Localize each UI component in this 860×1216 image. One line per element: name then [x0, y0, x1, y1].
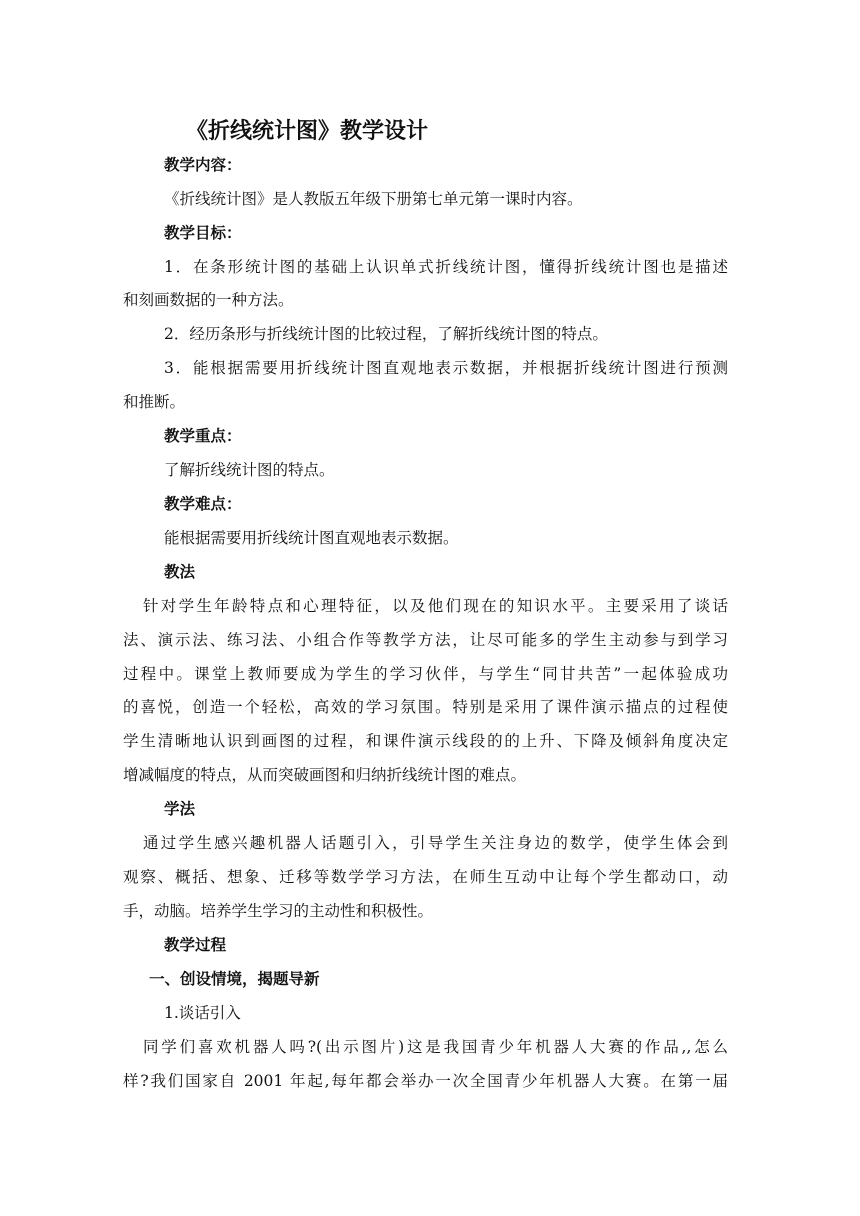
paragraph-line: 观察、概括、想象、迁移等数学学习方法，在师生互动中让每个学生都动口，动: [123, 868, 728, 886]
paragraph-line: 通过学生感兴趣机器人话题引入，引导学生关注身边的数学，使学生体会到: [143, 834, 728, 852]
subheading-intro: 1.谈话引入: [164, 1004, 241, 1022]
paragraph-line: 《折线统计图》是人教版五年级下册第七单元第一课时内容。: [164, 190, 583, 208]
paragraph-line: 样?我们国家自 2001 年起,每年都会举办一次全国青少年机器人大赛。在第一届: [123, 1072, 728, 1090]
paragraph-line: 过程中。课堂上教师要成为学生的学习伙伴，与学生“同甘共苦”一起体验成功: [123, 665, 728, 683]
paragraph-line: 2．经历条形与折线统计图的比较过程，了解折线统计图的特点。: [164, 325, 608, 343]
paragraph-line: 1．在条形统计图的基础上认识单式折线统计图，懂得折线统计图也是描述: [164, 258, 728, 276]
heading-teaching-goals: 教学目标：: [164, 224, 242, 242]
paragraph-line: 学生清晰地认识到画图的过程，和课件演示线段的的上升、下降及倾斜角度决定: [123, 732, 728, 750]
paragraph-line: 能根据需要用折线统计图直观地表示数据。: [164, 529, 459, 547]
paragraph-line: 针对学生年龄特点和心理特征，以及他们现在的知识水平。主要采用了谈话: [143, 597, 728, 615]
paragraph-line: 和刻画数据的一种方法。: [123, 291, 294, 309]
heading-teaching-method: 教法: [164, 563, 196, 581]
paragraph-line: 增减幅度的特点，从而突破画图和归纳折线统计图的难点。: [123, 766, 527, 784]
paragraph-line: 了解折线统计图的特点。: [164, 461, 335, 479]
heading-key-point: 教学重点：: [164, 427, 242, 445]
heading-learning-method: 学法: [164, 800, 196, 818]
paragraph-line: 法、演示法、练习法、小组合作等教学方法，让尽可能多的学生主动参与到学习: [123, 631, 728, 649]
heading-difficulty: 教学难点：: [164, 495, 242, 513]
paragraph-line: 和推断。: [123, 393, 186, 411]
paragraph-line: 的喜悦，创造一个轻松，高效的学习氛围。特别是采用了课件演示描点的过程使: [123, 698, 728, 716]
heading-section-one: 一、创设情境，揭题导新: [149, 970, 320, 988]
heading-teaching-content: 教学内容：: [164, 156, 242, 174]
document-title: 《折线统计图》教学设计: [186, 119, 429, 144]
paragraph-line: 3．能根据需要用折线统计图直观地表示数据，并根据折线统计图进行预测: [164, 359, 728, 377]
heading-teaching-process: 教学过程: [164, 936, 227, 954]
paragraph-line: 手，动脑。培养学生学习的主动性和积极性。: [123, 902, 434, 920]
paragraph-line: 同学们喜欢机器人吗?(出示图片)这是我国青少年机器人大赛的作品,,怎么: [143, 1038, 728, 1056]
